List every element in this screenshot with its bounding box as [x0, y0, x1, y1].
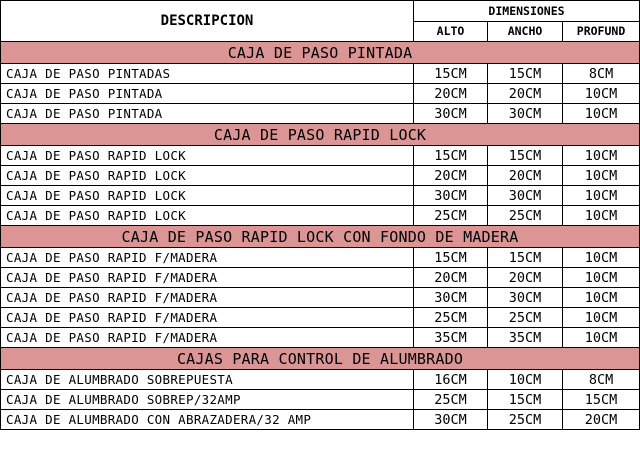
cell-descripcion: CAJA DE ALUMBRADO CON ABRAZADERA/32 AMP — [1, 410, 414, 430]
table-row — [1, 104, 640, 124]
cell-alto: 30CM — [414, 288, 488, 308]
cell-descripcion: CAJA DE PASO RAPID F/MADERA — [1, 328, 414, 348]
cell-profund: 8CM — [563, 370, 640, 390]
cell-alto: 30CM — [414, 104, 488, 124]
cell-profund: 20CM — [563, 410, 640, 430]
cell-descripcion: CAJA DE PASO RAPID LOCK — [1, 146, 414, 166]
cell-descripcion: CAJA DE PASO RAPID F/MADERA — [1, 268, 414, 288]
cell-profund: 10CM — [563, 268, 640, 288]
table-row — [1, 166, 640, 186]
cell-ancho: 15CM — [488, 146, 563, 166]
cell-alto: 15CM — [414, 248, 488, 268]
cell-ancho: 30CM — [488, 104, 563, 124]
cell-descripcion: CAJA DE PASO PINTADAS — [1, 64, 414, 84]
cell-profund: 10CM — [563, 328, 640, 348]
cell-profund: 10CM — [563, 104, 640, 124]
cell-alto: 25CM — [414, 308, 488, 328]
header-profund: PROFUND — [563, 21, 640, 42]
cell-descripcion: CAJA DE PASO RAPID F/MADERA — [1, 288, 414, 308]
section-title: CAJA DE PASO PINTADA — [1, 42, 640, 64]
cell-alto: 15CM — [414, 64, 488, 84]
cell-profund: 10CM — [563, 84, 640, 104]
cell-alto: 16CM — [414, 370, 488, 390]
table-row — [1, 308, 640, 328]
header-descripcion: DESCRIPCION — [1, 1, 414, 42]
cell-descripcion: CAJA DE ALUMBRADO SOBREP/32AMP — [1, 390, 414, 410]
table-body — [1, 42, 640, 430]
header-dimensiones: DIMENSIONES — [414, 1, 640, 22]
table-row — [1, 288, 640, 308]
table-row — [1, 186, 640, 206]
header-alto: ALTO — [414, 21, 488, 42]
header-ancho: ANCHO — [488, 21, 563, 42]
cell-descripcion: CAJA DE PASO RAPID F/MADERA — [1, 308, 414, 328]
section-header — [1, 124, 640, 146]
cell-alto: 35CM — [414, 328, 488, 348]
cell-alto: 25CM — [414, 206, 488, 226]
cell-descripcion: CAJA DE PASO PINTADA — [1, 84, 414, 104]
cell-ancho: 20CM — [488, 268, 563, 288]
cell-alto: 25CM — [414, 390, 488, 410]
cell-ancho: 25CM — [488, 410, 563, 430]
cell-alto: 20CM — [414, 268, 488, 288]
cell-ancho: 15CM — [488, 64, 563, 84]
table-row — [1, 370, 640, 390]
cell-ancho: 15CM — [488, 248, 563, 268]
table-row — [1, 206, 640, 226]
cell-alto: 30CM — [414, 186, 488, 206]
cell-ancho: 30CM — [488, 186, 563, 206]
cell-alto: 30CM — [414, 410, 488, 430]
section-title: CAJA DE PASO RAPID LOCK — [1, 124, 640, 146]
cell-ancho: 30CM — [488, 288, 563, 308]
cell-profund: 8CM — [563, 64, 640, 84]
cell-profund: 10CM — [563, 166, 640, 186]
cell-ancho: 20CM — [488, 84, 563, 104]
section-header — [1, 226, 640, 248]
table-row — [1, 84, 640, 104]
section-header — [1, 42, 640, 64]
table-row — [1, 390, 640, 410]
cell-alto: 15CM — [414, 146, 488, 166]
cell-profund: 10CM — [563, 186, 640, 206]
cell-profund: 10CM — [563, 206, 640, 226]
table-row — [1, 268, 640, 288]
cell-descripcion: CAJA DE PASO RAPID LOCK — [1, 186, 414, 206]
cell-alto: 20CM — [414, 166, 488, 186]
table-row — [1, 248, 640, 268]
cell-ancho: 10CM — [488, 370, 563, 390]
section-title: CAJAS PARA CONTROL DE ALUMBRADO — [1, 348, 640, 370]
table-row — [1, 328, 640, 348]
cell-descripcion: CAJA DE PASO RAPID F/MADERA — [1, 248, 414, 268]
cell-ancho: 35CM — [488, 328, 563, 348]
cell-alto: 20CM — [414, 84, 488, 104]
section-header — [1, 348, 640, 370]
cell-profund: 15CM — [563, 390, 640, 410]
cell-ancho: 25CM — [488, 206, 563, 226]
table-row — [1, 146, 640, 166]
cell-ancho: 25CM — [488, 308, 563, 328]
cell-ancho: 20CM — [488, 166, 563, 186]
cell-descripcion: CAJA DE PASO RAPID LOCK — [1, 166, 414, 186]
section-title: CAJA DE PASO RAPID LOCK CON FONDO DE MADERA — [1, 226, 640, 248]
cell-profund: 10CM — [563, 146, 640, 166]
table-row — [1, 64, 640, 84]
cell-profund: 10CM — [563, 288, 640, 308]
cell-descripcion: CAJA DE PASO RAPID LOCK — [1, 206, 414, 226]
cell-descripcion: CAJA DE PASO PINTADA — [1, 104, 414, 124]
table-row — [1, 410, 640, 430]
cell-descripcion: CAJA DE ALUMBRADO SOBREPUESTA — [1, 370, 414, 390]
cell-ancho: 15CM — [488, 390, 563, 410]
cell-profund: 10CM — [563, 248, 640, 268]
cell-profund: 10CM — [563, 308, 640, 328]
